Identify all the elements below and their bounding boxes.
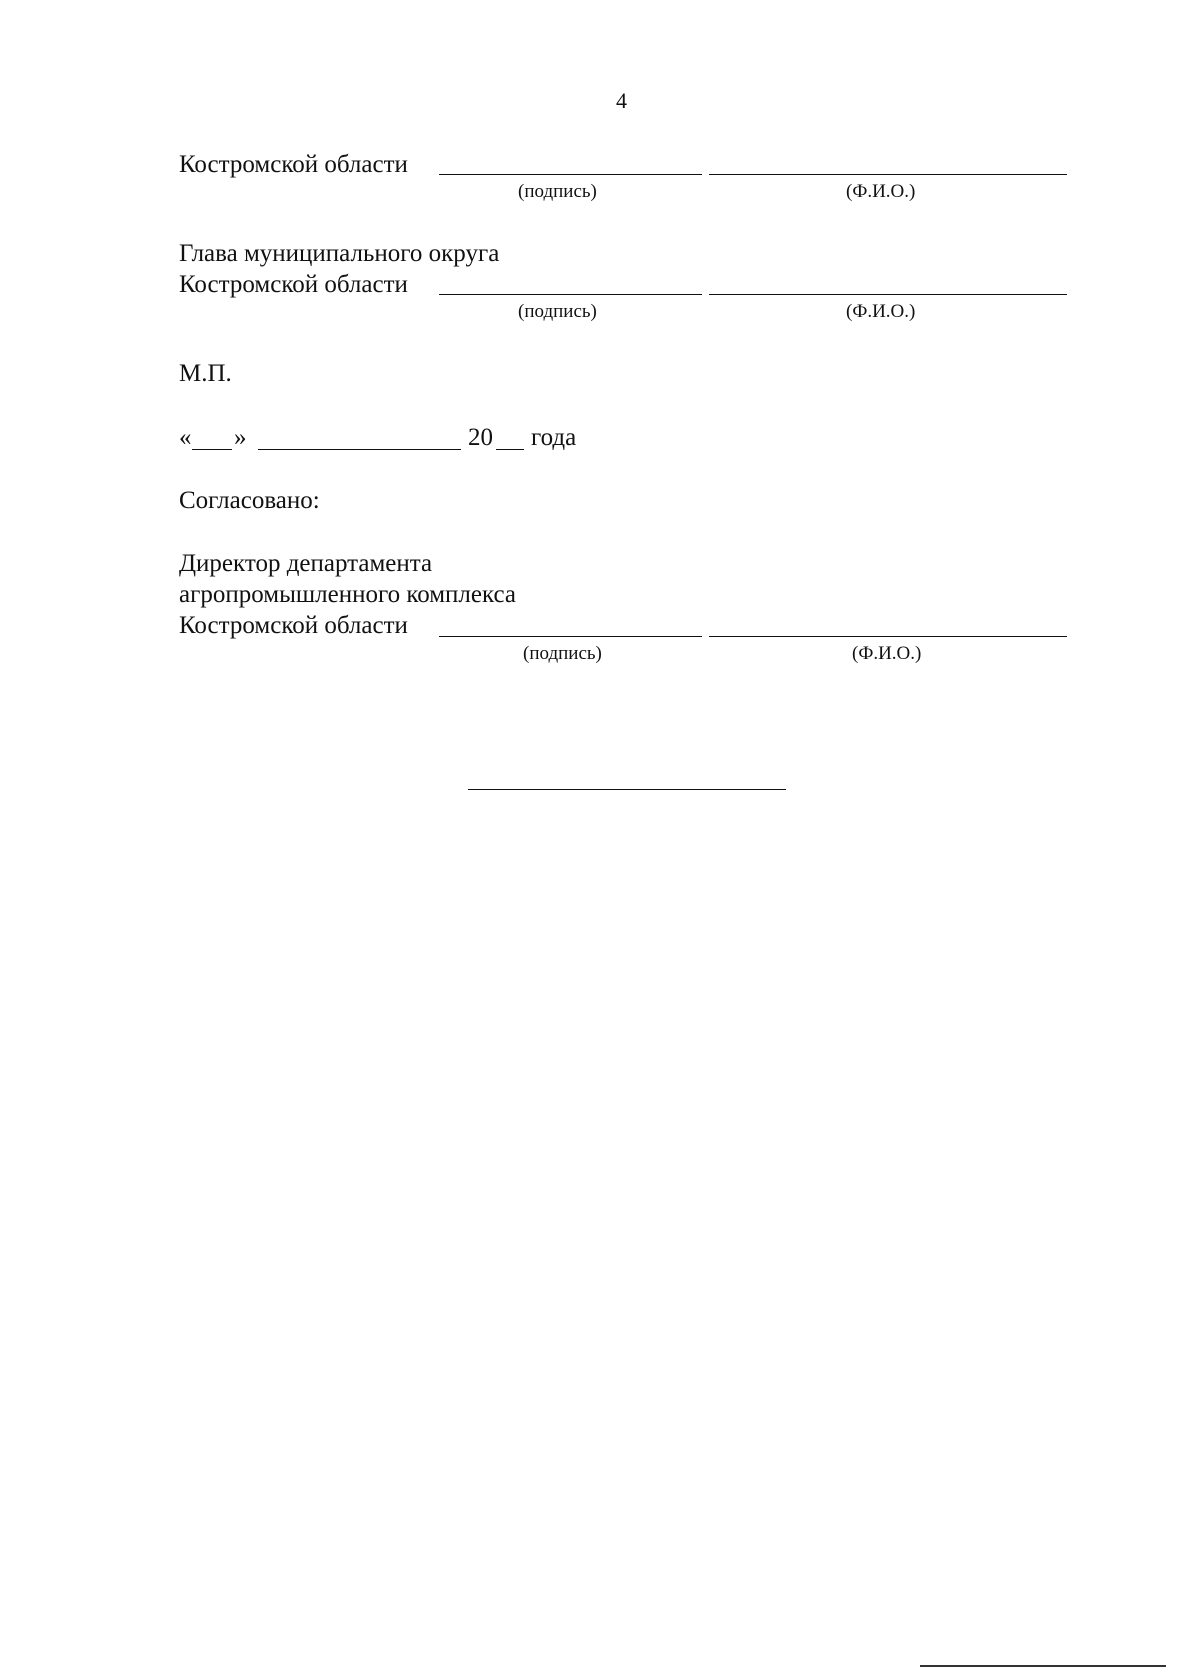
name-line-1[interactable] [709, 174, 1067, 175]
official-title-3-line1: Директор департамента [179, 550, 433, 577]
signature-line-2[interactable] [439, 294, 702, 295]
official-title-2: Глава муниципального округа [179, 240, 500, 267]
signature-hint-2: (подпись) [518, 301, 597, 322]
page-number: 4 [616, 88, 627, 113]
signature-hint-3: (подпись) [523, 643, 602, 664]
approval-label: Согласовано: [179, 487, 320, 514]
date-year-line[interactable] [496, 449, 524, 450]
name-line-2[interactable] [709, 294, 1067, 295]
name-hint-1: (Ф.И.О.) [846, 181, 916, 202]
date-month-line[interactable] [258, 449, 461, 450]
signature-line-3[interactable] [439, 636, 702, 637]
date-year-word: года [531, 424, 577, 451]
closing-separator [468, 789, 786, 790]
stamp-label: М.П. [179, 360, 232, 387]
page-edge-rule [920, 1665, 1166, 1667]
signature-hint-1: (подпись) [518, 181, 597, 202]
signature-line-1[interactable] [439, 174, 702, 175]
date-open-quote: « [179, 424, 192, 451]
date-day-line[interactable] [192, 449, 232, 450]
region-label-3: Костромской области [179, 612, 408, 639]
region-label-1: Костромской области [179, 151, 408, 178]
official-title-3-line2: агропромышленного комплекса [179, 581, 517, 608]
name-hint-2: (Ф.И.О.) [846, 301, 916, 322]
date-close-quote: » [234, 424, 247, 451]
name-line-3[interactable] [709, 636, 1067, 637]
region-label-2: Костромской области [179, 271, 408, 298]
name-hint-3: (Ф.И.О.) [852, 643, 922, 664]
date-century: 20 [468, 424, 493, 451]
